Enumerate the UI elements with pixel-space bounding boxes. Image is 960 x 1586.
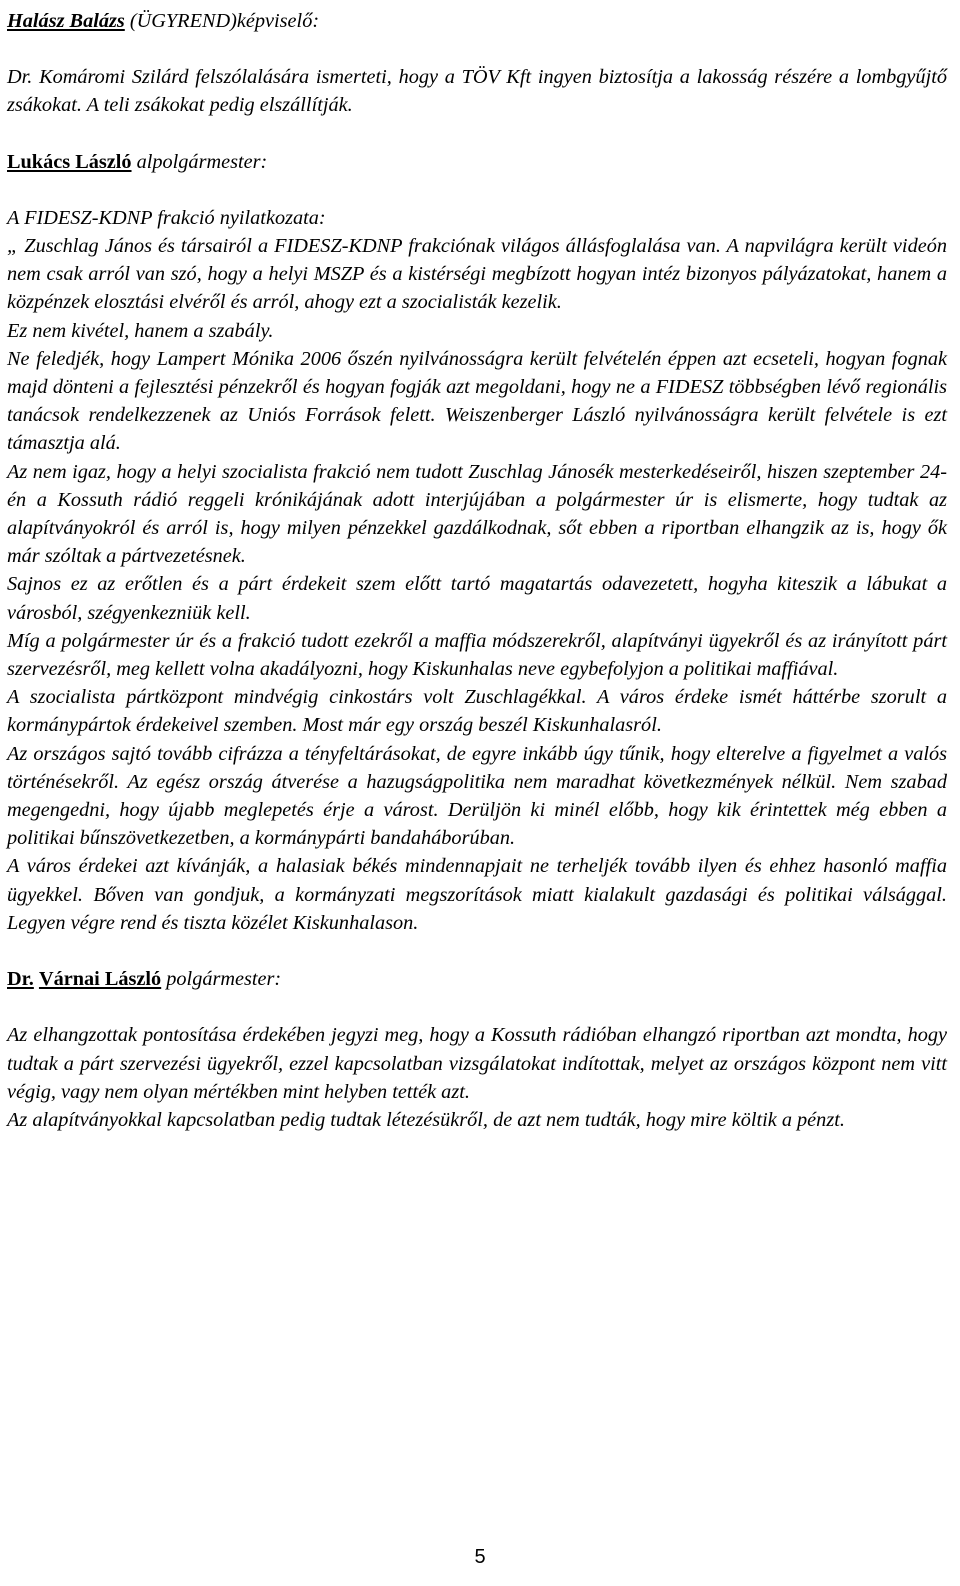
spacer [7, 120, 947, 148]
speaker-name: Halász Balázs [7, 10, 125, 32]
paragraph-12: Az alapítványokkal kapcsolatban pedig tudtak létezésükről, de azt nem tudták, hogy mire költik a pénzt. [7, 1108, 845, 1131]
paragraph-1: Dr. Komáromi Szilárd felszólalására ismerteti, hogy a TÖV Kft ingyen biztosítja a lakosság részére a lombgyűjtő zsákokat. A teli zsákokat pedig elszállítják. [7, 66, 947, 117]
paragraph-4: Ne feledjék, hogy Lampert Mónika 2006 őszén nyilvánosságra került felvételén éppen azt ecseteli, hogyan fognak majd dönteni a fejlesztési pénzekről és hogyan fogják azt megoldani, hogy ne a FIDESZ többségben lévő regionális tanácsok rendelkezzenek az Uniós Források felett. Weiszenberger László nyilvánosságra került felvétele is ezt támasztja alá. [7, 347, 947, 455]
paragraph-9: Az országos sajtó tovább cifrázza a tényfeltárásokat, de egyre inkább úgy tűnik, hogy elterelve a figyelmet a valós történésekről. Az egész ország átverése a hazugságpolitika nem maradhat következmények nélkül. Nem szabad megengedni, hogy újabb meglepetés érje a várost. Derüljön ki minél előbb, hogy kik érintettek még ebben a politikai bűnszövetkezetben, a kormánypárti bandaháborúban. [7, 742, 947, 850]
spacer [7, 993, 947, 1021]
paragraph-11: Az elhangzottak pontosítása érdekében jegyzi meg, hogy a Kossuth rádióban elhangzó riportban azt mondta, hogy tudtak a párt szervezési ügyekről, ezzel kapcsolatban vizsgálatokat indítottak, melyet az országos központ nem vitt végig, vagy nem olyan mértékben mint helyben tették azt. [7, 1024, 947, 1103]
page-number: 5 [474, 1546, 486, 1568]
speaker-role: polgármester: [161, 968, 282, 991]
paragraph-7: Míg a polgármester úr és a frakció tudott ezekről a maffia módszerekről, alapítványi ügyekről és az irányított párt szervezésről, meg kellett volna akadályozni, hogy Kiskunhalas neve egybefolyjon a politikai maffiával. [7, 629, 947, 681]
paragraph-3b: Ez nem kivétel, hanem a szabály. [7, 319, 274, 342]
speaker-name: Lukács László [7, 150, 132, 173]
speaker-prefix: Dr. [7, 968, 34, 991]
spacer [7, 176, 947, 204]
paragraph-6: Sajnos ez az erőtlen és a párt érdekeit szem előtt tartó magatartás odavezetett, hogyha kiteszik a lábukat a városból, szégyenkezniük kell. [7, 573, 947, 624]
spacer [7, 35, 947, 63]
paragraph-10: A város érdekei azt kívánják, a halasiak békés mindennapjait ne terheljék tovább ilyen és ehhez hasonló maffia ügyekkel. Bőven van gondjuk, a kormányzati megszorítások miatt kialakult gazdasági és politikai válsággal. Legyen végre rend és tiszta közélet Kiskunhalason. [7, 855, 947, 934]
paragraph-5: Az nem igaz, hogy a helyi szocialista frakció nem tudott Zuschlag Jánosék mesterkedéseiről, hiszen szeptember 24-én a Kossuth rádió reggeli krónikájának adott interjújában a polgármester úr is elismerte, hogy tudtak az alapítványokról és arról is, hogy milyen pénzekkel gazdálkodnak, sőt ebben a riportban elhangzik az is, hogy ők már szóltak a pártvezetésnek. [7, 460, 947, 568]
paragraph-3a: „ Zuschlag János és társairól a FIDESZ-KDNP frakciónak világos állásfoglalása van. A napvilágra került videón nem csak arról van szó, hogy a helyi MSZP és a kistérségi megbízott hogyan intéz bizonyos pályázatokat, hanem a közpénzek elosztási elvéről és arról, ahogy ezt a szocialisták kezelik. [7, 235, 947, 314]
paragraph-2: A FIDESZ-KDNP frakció nyilatkozata: [7, 206, 326, 229]
document-page [7, 7, 947, 1134]
speaker-heading-varnai [7, 965, 947, 993]
speaker-heading-halasz [7, 7, 947, 35]
speaker-role: (ÜGYREND)képviselő: [124, 10, 320, 32]
paragraph-8: A szocialista pártközpont mindvégig cinkostárs volt Zuschlagékkal. A város érdeke ismét háttérbe szorult a kormánypártok érdekeivel szemben. Most már egy ország beszél Kiskunhalasról. [7, 686, 947, 737]
spacer [7, 937, 947, 965]
speaker-name: Várnai László [38, 968, 162, 991]
speaker-heading-lukacs [7, 148, 947, 176]
speaker-role: alpolgármester: [131, 150, 268, 173]
